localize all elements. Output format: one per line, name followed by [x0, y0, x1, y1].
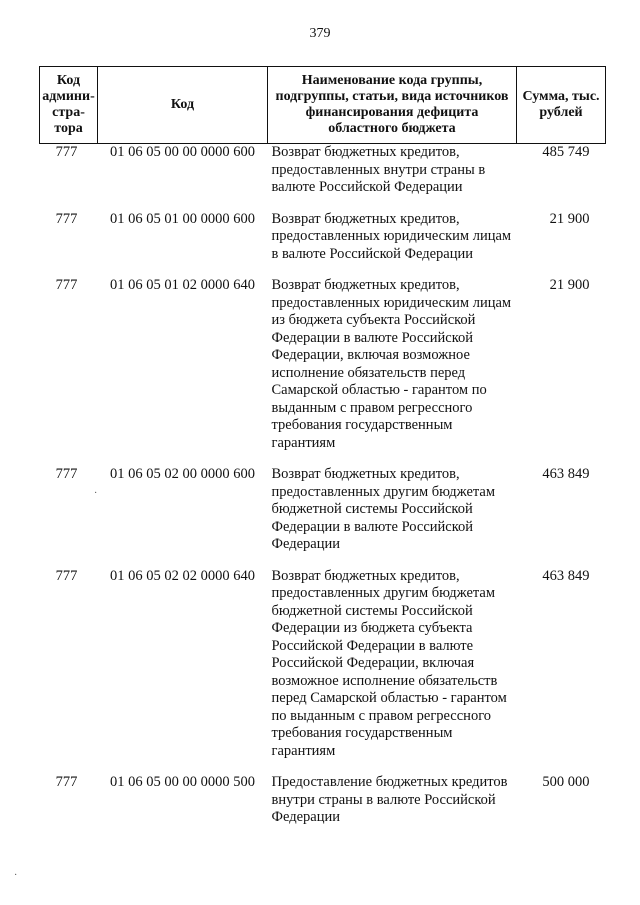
name-cell: Возврат бюджетных кредитов, предоставленных внутри страны в валюте Российской Федерации [271, 144, 486, 195]
table-row [40, 774, 606, 841]
sum-cell: 463 849 [542, 466, 590, 482]
header-sum: Сумма, тыс. рублей [517, 67, 606, 144]
sum-cell: 21 900 [549, 210, 590, 227]
table-row [40, 568, 606, 775]
table-row [40, 211, 606, 278]
code-cell: 01 06 05 02 02 0000 640 [110, 567, 255, 584]
admin-code-cell: 777 [55, 466, 78, 482]
table-row [40, 144, 606, 211]
table-row [40, 277, 606, 466]
sum-cell: 500 000 [542, 774, 590, 790]
sum-cell: 485 749 [542, 144, 590, 160]
admin-code-cell: 777 [55, 210, 78, 227]
table-header-row [40, 67, 606, 144]
sum-cell: 21 900 [549, 277, 590, 293]
admin-code-cell: 777 [55, 774, 78, 790]
admin-code-cell: 777 [55, 277, 78, 293]
table-row [40, 466, 606, 568]
scan-speck: · [94, 488, 98, 499]
admin-code-cell: 777 [55, 567, 78, 584]
name-cell: Возврат бюджетных кредитов, предоставленных юридическим лицам в валюте Российской Федерации [271, 210, 512, 262]
header-admin-code: Код админи-стра-тора [40, 67, 98, 144]
admin-code-cell: 777 [55, 144, 78, 160]
code-cell: 01 06 05 01 00 0000 600 [110, 210, 255, 227]
name-cell: Возврат бюджетных кредитов, предоставленных юридическим лицам из бюджета субъекта Российской Федерации в валюте Российской Федерации, включая возможное исполнение обязательств перед Самарской областью - гарантом по выданным с правом регрессного требования государственным гарантиям [271, 277, 512, 451]
name-cell: Возврат бюджетных кредитов, предоставленных другим бюджетам бюджетной системы Российской Федерации в валюте Российской Федерации [271, 466, 496, 552]
code-cell: 01 06 05 00 00 0000 600 [110, 144, 255, 160]
code-cell: 01 06 05 01 02 0000 640 [110, 277, 255, 293]
code-cell: 01 06 05 02 00 0000 600 [110, 466, 255, 482]
header-code: Код [98, 67, 268, 144]
name-cell: Возврат бюджетных кредитов, предоставленных другим бюджетам бюджетной системы Российской Федерации из бюджета субъекта Российской Федерации в валюте Российской Федерации, включая возможное исполнение обязательств перед Самарской областью - гарантом по выданным с правом регрессного требования государственным гарантиям [271, 567, 507, 759]
scan-speck: · [14, 870, 18, 881]
sum-cell: 463 849 [542, 567, 590, 584]
name-cell: Предоставление бюджетных кредитов внутри страны в валюте Российской Федерации [271, 774, 508, 825]
page-number: 379 [309, 26, 331, 41]
financing-sources-table [39, 66, 606, 841]
header-name: Наименование кода группы, подгруппы, статьи, вида источников финансирования дефицита областного бюджета [268, 67, 517, 144]
code-cell: 01 06 05 00 00 0000 500 [110, 774, 255, 790]
